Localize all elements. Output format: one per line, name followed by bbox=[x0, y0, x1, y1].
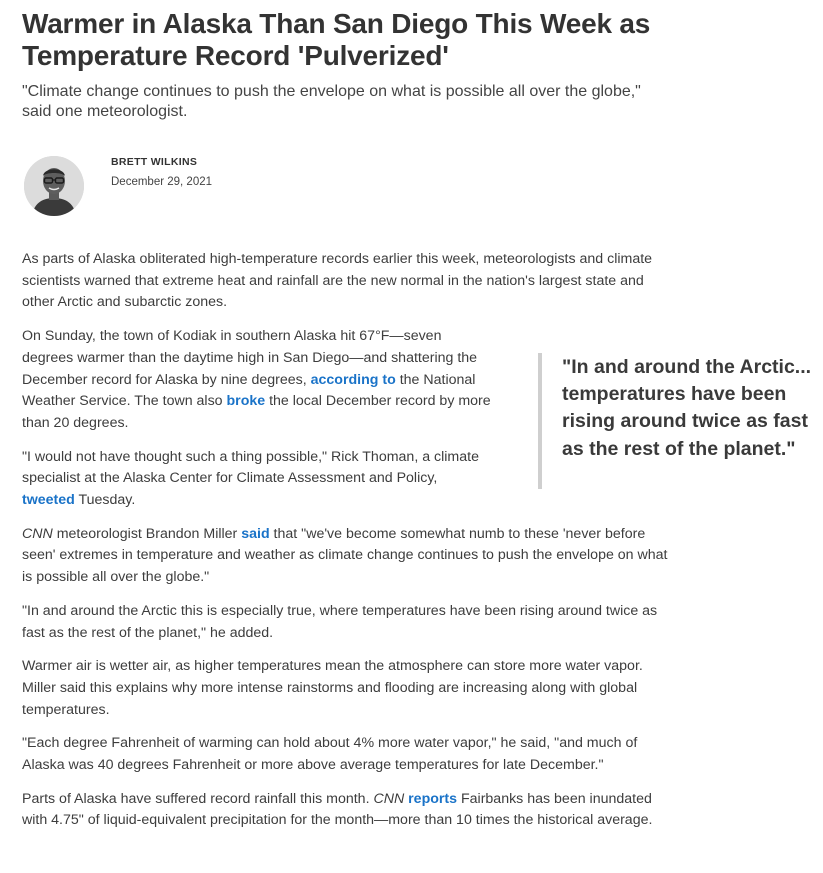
said-link[interactable]: said bbox=[241, 525, 270, 542]
paragraph-8-text-b: Fairbanks has been inundated with 4.75" of liquid-equivalent precipitation for the month—more than 10 times the historical average. bbox=[22, 790, 653, 829]
article-headline: Warmer in Alaska Than San Diego This Week as Temperature Record 'Pulverized' bbox=[22, 8, 651, 71]
tweeted-link[interactable]: tweeted bbox=[22, 492, 75, 509]
paragraph-1: As parts of Alaska obliterated high-temperature records earlier this week, meteorologists and climate scientists warned that extreme heat and rainfall are the new normal in the nation's largest state and other Arctic and subarctic zones. bbox=[22, 251, 653, 311]
paragraph-4-text-b: that "we've become somewhat numb to these 'never before seen' extremes in temperature and weather as climate change continues to push the envelope on what is possible all over the globe." bbox=[22, 525, 668, 586]
paragraph-5: "In and around the Arctic this is especially true, where temperatures have been rising around twice as fast as the rest of the planet," he added. bbox=[22, 602, 658, 641]
paragraph-3-text-a: "I would not have thought such a thing possible," Rick Thoman, a climate specialist at the Alaska Center for Climate Assessment and Policy, bbox=[22, 448, 479, 487]
cnn-outlet-name: CNN bbox=[22, 525, 53, 542]
paragraph-6: Warmer air is wetter air, as higher temperatures mean the atmosphere can store more water vapor. Miller said this explains why more intense rainstorms and flooding are increasing along with global temperatures. bbox=[22, 658, 643, 718]
paragraph-2-text-a: On Sunday, the town of Kodiak in southern Alaska hit 67°F—seven degrees warmer than the daytime high in San Diego—and shattering the December record for Alaska by nine degrees, bbox=[22, 328, 478, 388]
author-name[interactable]: BRETT WILKINS bbox=[111, 156, 198, 168]
publish-date: December 29, 2021 bbox=[111, 176, 213, 188]
according-to-link[interactable]: according to bbox=[310, 371, 396, 388]
paragraph-2-text-c: the local December record by more than 20 degrees. bbox=[22, 393, 491, 431]
paragraph-2 bbox=[22, 326, 492, 435]
paragraph-7: "Each degree Fahrenheit of warming can hold about 4% more water vapor," he said, "and much of Alaska was 40 degrees Fahrenheit or more above average temperatures for late December." bbox=[22, 735, 638, 774]
article-subheadline: "Climate change continues to push the envelope on what is possible all over the globe," said one meteorologist. bbox=[22, 83, 641, 120]
paragraph-8-text-a: Parts of Alaska have suffered record rainfall this month. bbox=[22, 790, 374, 807]
author-photo bbox=[24, 156, 84, 216]
cnn-outlet-name-2: CNN bbox=[373, 790, 405, 807]
article-body bbox=[22, 249, 672, 844]
paragraph-3 bbox=[22, 447, 492, 512]
author-avatar[interactable] bbox=[24, 156, 84, 216]
reports-link[interactable]: reports bbox=[408, 790, 458, 807]
pull-quote bbox=[538, 353, 813, 489]
broke-link[interactable]: broke bbox=[226, 393, 266, 410]
paragraph-2-text-b: the National Weather Service. The town also bbox=[22, 371, 476, 410]
paragraph-4 bbox=[22, 524, 672, 589]
paragraph-3-text-b: Tuesday. bbox=[74, 492, 136, 509]
pull-quote-text: "In and around the Arctic... temperatures have been rising around twice as fast as the rest of the planet." bbox=[562, 356, 812, 460]
paragraph-8 bbox=[22, 789, 672, 832]
paragraph-4-text-a: meteorologist Brandon Miller bbox=[52, 525, 242, 542]
